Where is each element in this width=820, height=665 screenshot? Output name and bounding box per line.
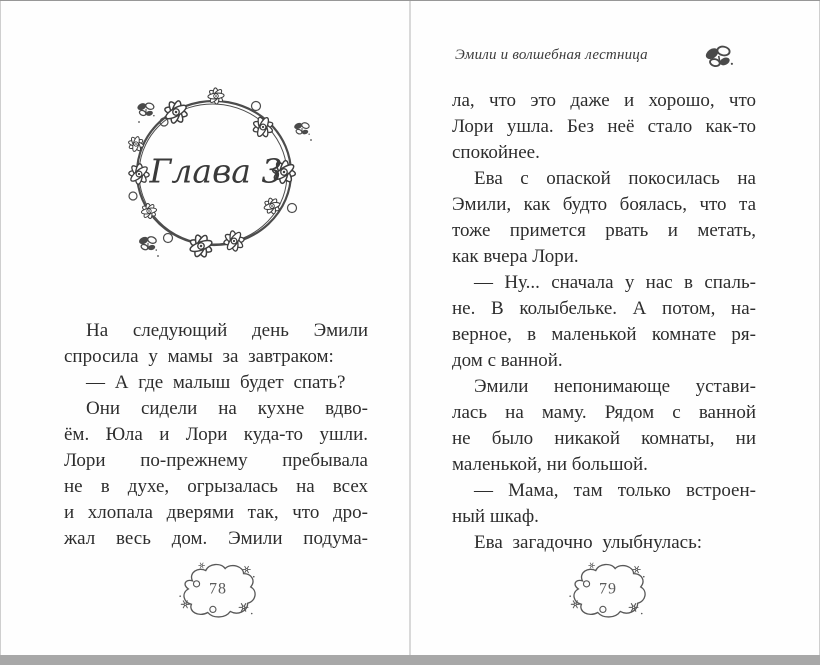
text-line: Ева с опаской покосилась на (474, 168, 756, 189)
page-number-ornament (172, 560, 264, 620)
left-page-text (64, 318, 368, 552)
text-line: ла, что это даже и хорошо, что (452, 90, 756, 111)
right-page (411, 0, 820, 655)
text-line: Эмили, как будто боялась, что та (452, 194, 756, 215)
butterfly-icon (136, 102, 154, 117)
text-line: Лори ушла. Без неё стало как-то (452, 116, 756, 137)
text-line: верное, в маленькой комнате ря- (452, 324, 756, 345)
butterfly-icon (138, 235, 157, 250)
text-line: не. В колыбельке. А потом, на- (452, 298, 756, 319)
text-line: Ева загадочно улыбнулась: (474, 532, 703, 553)
floral-wreath-illustration (106, 84, 326, 274)
text-line: жал весь дом. Эмили подума- (64, 528, 368, 549)
text-line: дом с ванной. (452, 350, 563, 371)
text-line: как вчера Лори. (452, 246, 579, 267)
text-line: Они сидели на кухне вдво- (86, 398, 368, 419)
text-line: — Ну... сначала у нас в спаль- (474, 272, 756, 293)
text-line: Лори по-прежнему пребывала (64, 450, 368, 471)
left-page (0, 0, 410, 655)
chapter-heading: Глава 3 (149, 151, 283, 191)
right-page-text (452, 88, 756, 556)
page-number: 79 (599, 580, 617, 598)
window-bottom-edge (0, 655, 820, 665)
text-line: Эмили непонимающе устави- (474, 376, 756, 397)
page-number-ornament (562, 560, 654, 620)
butterfly-icon (293, 122, 310, 135)
text-line: не в духе, огрызалась на всех (64, 476, 368, 497)
text-line: ём. Юла и Лори куда-то ушли. (64, 424, 368, 445)
text-line: лась на маму. Рядом с ванной (452, 402, 756, 423)
text-line: тоже примется рвать и метать, (452, 220, 756, 241)
text-line: маленькой, ни большой. (452, 454, 648, 475)
text-line: спокойнее. (452, 142, 540, 163)
text-line: ный шкаф. (452, 506, 539, 527)
text-line: спросила у мамы за завтраком: (64, 346, 334, 367)
text-line: — А где малыш будет спать? (86, 372, 346, 393)
page-gutter-divider (409, 1, 411, 655)
butterfly-icon (702, 42, 736, 74)
text-line: На следующий день Эмили (86, 320, 368, 341)
text-line: — Мама, там только встроен- (474, 480, 756, 501)
text-line: и хлопала дверями так, что дро- (64, 502, 368, 523)
text-line: не было никакой комнаты, ни (452, 428, 756, 449)
page-number: 78 (209, 580, 227, 598)
running-header: Эмили и волшебная лестница (455, 47, 648, 63)
